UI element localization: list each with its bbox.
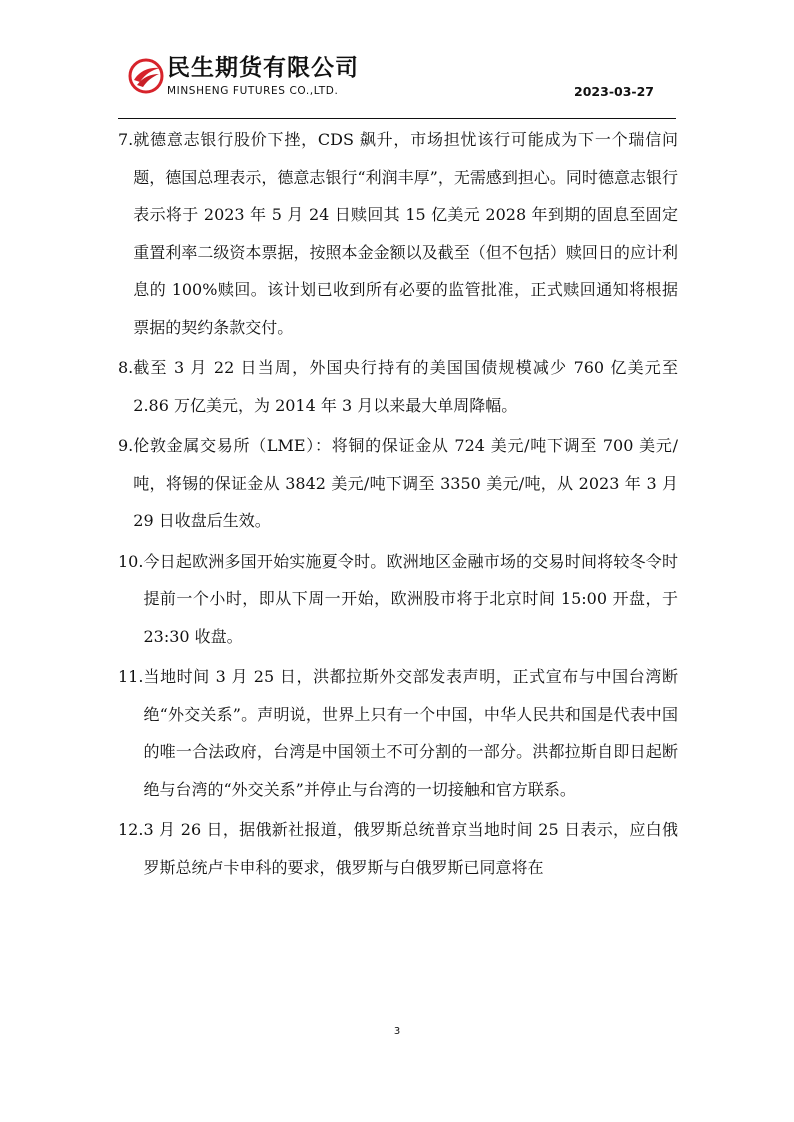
company-name-en: MINSHENG FUTURES CO.,LTD. <box>167 85 339 97</box>
news-item <box>118 349 678 424</box>
minsheng-logo-icon <box>128 58 164 94</box>
news-item <box>118 543 678 656</box>
news-item <box>118 121 678 346</box>
news-item-number: 11. <box>118 667 144 686</box>
news-item-number: 12. <box>118 820 144 839</box>
news-item <box>118 811 678 886</box>
page-header <box>0 0 794 120</box>
news-item-text: 截至 3 月 22 日当周，外国央行持有的美国国债规模减少 760 亿美元至 2.86 万亿美元，为 2014 年 3 月以来最大单周降幅。 <box>133 358 678 415</box>
news-item-number: 7. <box>118 130 134 149</box>
news-item-text: 当地时间 3 月 25 日，洪都拉斯外交部发表声明，正式宣布与中国台湾断绝“外交关系”。声明说，世界上只有一个中国，中华人民共和国是代表中国的唯一合法政府，台湾是中国领土不可分割的一部分。洪都拉斯自即日起断绝与台湾的“外交关系”并停止与台湾的一切接触和官方联系。 <box>143 667 678 799</box>
company-name-cn: 民生期货有限公司 <box>167 55 359 81</box>
news-item-number: 8. <box>118 358 134 377</box>
news-list <box>118 121 678 886</box>
page-number: 3 <box>393 1026 401 1037</box>
news-item-text: 就德意志银行股价下挫，CDS 飙升，市场担忧该行可能成为下一个瑞信问题，德国总理表示，德意志银行“利润丰厚”，无需感到担心。同时德意志银行表示将于 2023 年 5 月 24 日赎回其 15 亿美元 2028 年到期的固息至固定重置利率二级资本票据，按照本金金额以及截至（但不包括）赎回日的应计利息的 100%赎回。该计划已收到所有必要的监管批准，正式赎回通知将根据票据的契约条款交付。 <box>133 130 678 337</box>
header-divider <box>118 118 676 119</box>
news-item-number: 9. <box>118 436 134 455</box>
news-item-number: 10. <box>118 551 144 571</box>
news-item-text: 伦敦金属交易所（LME）：将铜的保证金从 724 美元/吨下调至 700 美元/吨，将锡的保证金从 3842 美元/吨下调至 3350 美元/吨，从 2023 年 3 月 29 日收盘后生效。 <box>133 436 678 530</box>
news-item <box>118 658 678 808</box>
news-item <box>118 427 678 540</box>
news-item-text: 今日起欧洲多国开始实施夏令时。欧洲地区金融市场的交易时间将较冬令时提前一个小时，即从下周一开始，欧洲股市将于北京时间 15:00 开盘，于 23:30 收盘。 <box>143 551 678 646</box>
news-item-text: 3 月 26 日，据俄新社报道，俄罗斯总统普京当地时间 25 日表示，应白俄罗斯总统卢卡申科的要求，俄罗斯与白俄罗斯已同意将在 <box>143 820 678 877</box>
report-date: 2023-03-27 <box>574 84 654 99</box>
